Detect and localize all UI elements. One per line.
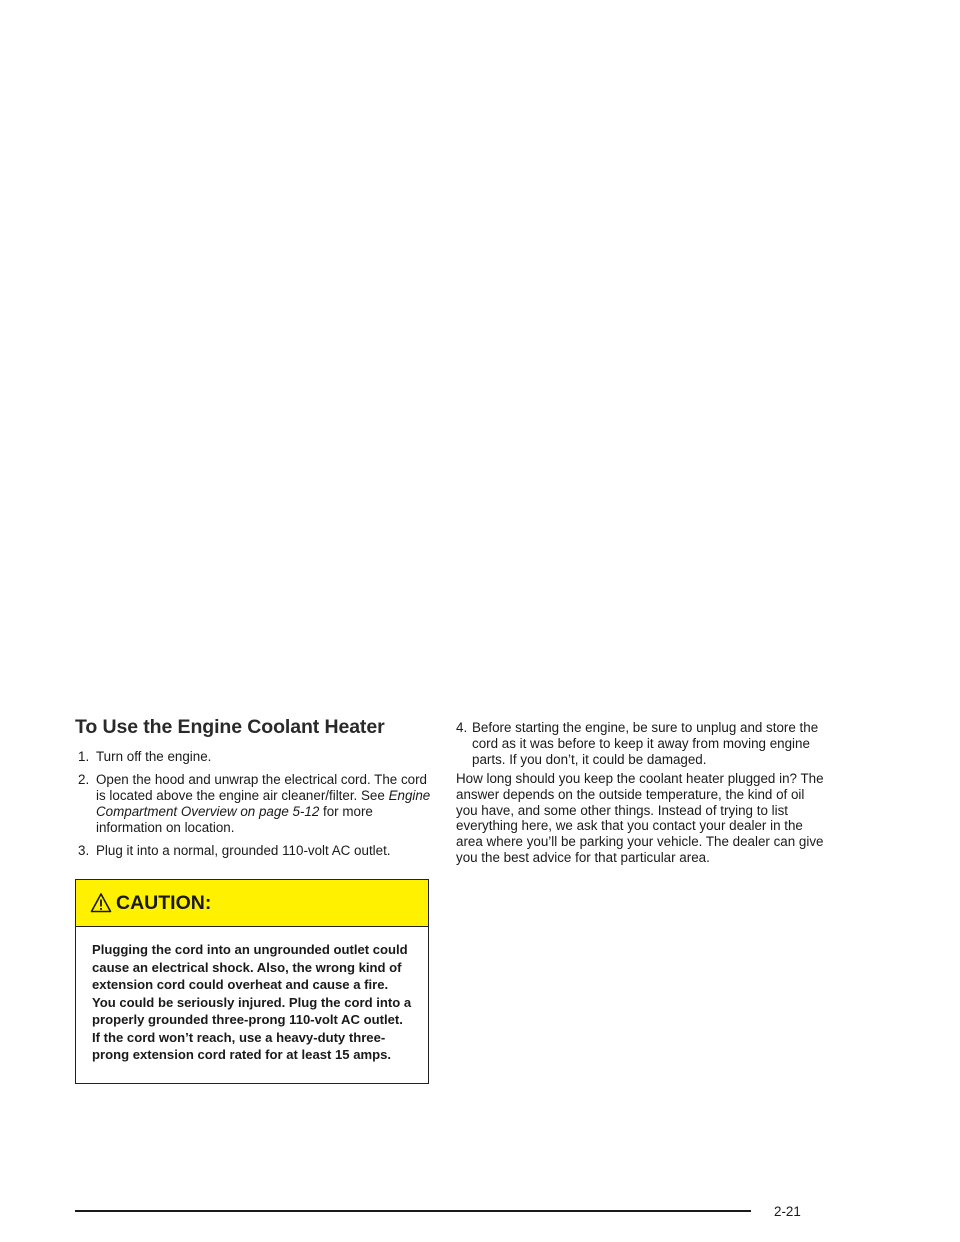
step-number: 3.: [78, 843, 90, 858]
step-1: [78, 749, 432, 765]
caution-header: [76, 880, 428, 927]
step-3: [78, 843, 432, 859]
steps-list: [75, 749, 432, 859]
step-4: [456, 720, 826, 768]
left-column: [75, 716, 432, 1084]
footer-rule: [75, 1210, 751, 1212]
step-number: 2.: [78, 772, 90, 787]
step-text: Turn off the engine.: [96, 749, 212, 764]
caution-box: [75, 879, 429, 1084]
caution-body: Plugging the cord into an ungrounded outlet could cause an electrical shock. Also, the wrong kind of extension cord could overheat and cause a fire. You could be seriously injured. Plug the cord into a properly grounded three-prong 110-volt AC outlet. If the cord won’t reach, use a heavy-duty three-prong extension cord rated for at least 15 amps.: [92, 942, 412, 1062]
right-column: [456, 720, 826, 866]
step-number: 4.: [456, 720, 468, 735]
page-number: 2-21: [774, 1204, 801, 1219]
body-paragraph: How long should you keep the coolant heater plugged in? The answer depends on the outside temperature, the kind of oil you have, and some other things. Instead of trying to list everything here, we ask that you contact your dealer in the area where you’ll be parking your vehicle. The dealer can give you the best advice for that particular area.: [456, 771, 824, 865]
step-text: Plug it into a normal, grounded 110-volt AC outlet.: [96, 843, 391, 858]
step-2: [78, 772, 432, 836]
step-number: 1.: [78, 749, 90, 764]
step-text-after: for more information on location.: [96, 804, 373, 835]
step-text-before: Open the hood and unwrap the electrical cord. The cord is located above the engine air cleaner/filter. See: [96, 772, 428, 803]
caution-triangle-icon: [90, 892, 112, 914]
step-text: Before starting the engine, be sure to unplug and store the cord as it was before to keep it away from moving engine parts. If you don’t, it could be damaged.: [472, 720, 819, 767]
cross-reference-link: Engine Compartment Overview on page 5-12: [96, 788, 431, 819]
caution-title: CAUTION:: [116, 891, 212, 914]
section-title: To Use the Engine Coolant Heater: [75, 716, 385, 738]
step-text: [96, 772, 432, 836]
